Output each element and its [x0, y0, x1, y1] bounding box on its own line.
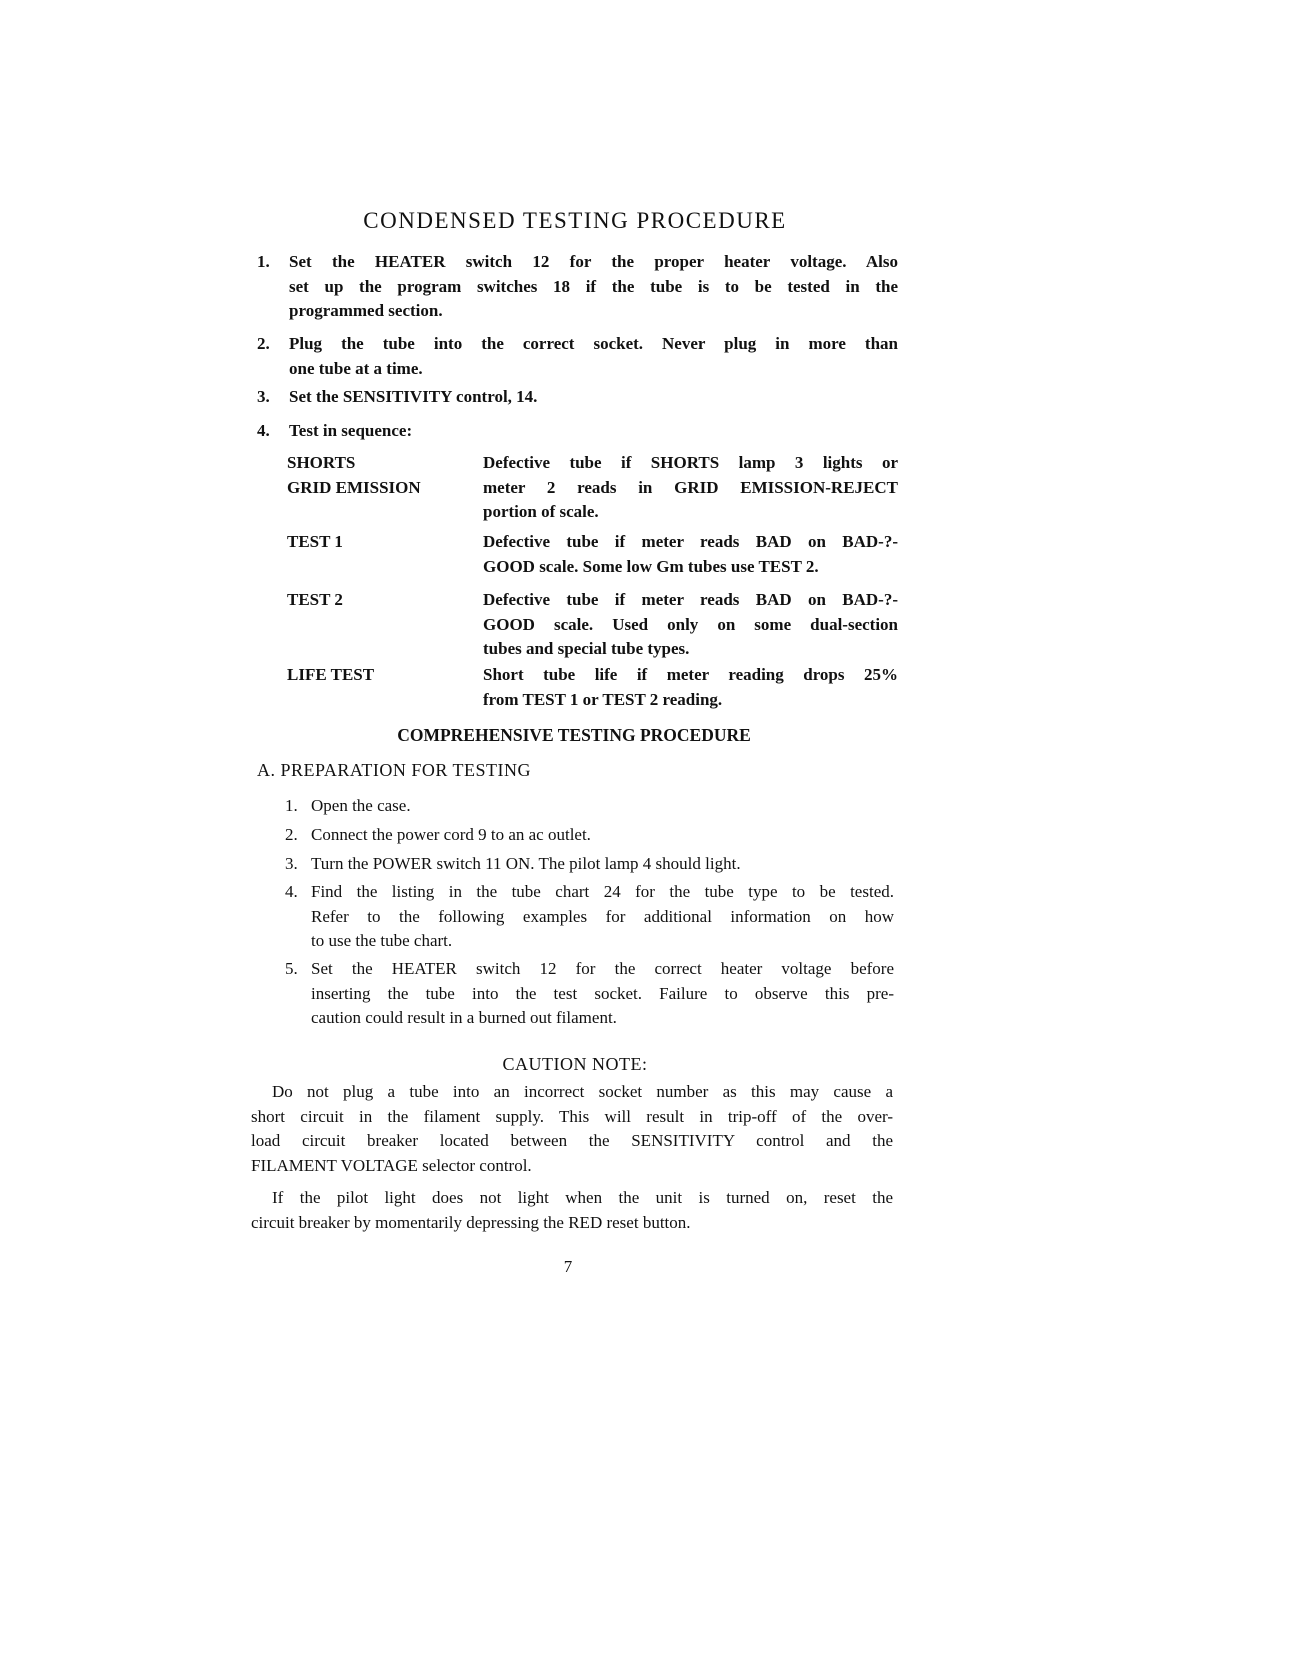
text-line: Set the SENSITIVITY control, 14. [289, 387, 538, 406]
text-line: from TEST 1 or TEST 2 reading. [483, 689, 723, 709]
text-line: GOOD scale. Some low Gm tubes use TEST 2. [483, 556, 819, 576]
step-number: 1. [257, 252, 270, 271]
comprehensive-title: COMPREHENSIVE TESTING PROCEDURE [397, 725, 751, 745]
text-line: Connect the power cord 9 to an ac outlet. [311, 825, 591, 844]
text-line: one tube at a time. [289, 358, 423, 378]
step-number: 5. [285, 959, 298, 978]
text-line: Set the HEATER switch 12 for the proper heater voltage. Also [289, 252, 898, 271]
condensed-title: CONDENSED TESTING PROCEDURE [363, 208, 787, 233]
text-line: GOOD scale. Used only on some dual-section [483, 614, 898, 634]
text-line: Defective tube if SHORTS lamp 3 lights or [483, 453, 898, 472]
text-line: GRID EMISSION [287, 477, 421, 497]
text-line: If the pilot light does not light when the unit is turned on, reset the [272, 1188, 893, 1207]
step-number: 2. [285, 825, 298, 844]
step-number: 3. [257, 387, 270, 406]
text-line: inserting the tube into the test socket. Failure to observe this pre- [311, 983, 894, 1003]
text-line: Defective tube if meter reads BAD on BAD-?- [483, 590, 898, 609]
text-line: set up the program switches 18 if the tube is to be tested in the [289, 276, 898, 296]
text-line: programmed section. [289, 301, 443, 320]
text-line: Defective tube if meter reads BAD on BAD-?- [483, 532, 898, 551]
text-line: TEST 2 [287, 590, 343, 609]
text-line: Find the listing in the tube chart 24 for the tube type to be tested. [311, 882, 894, 901]
step-number: 2. [257, 334, 270, 353]
text-line: load circuit breaker located between the SENSITIVITY control and the [251, 1131, 893, 1150]
text-line: Test in sequence: [289, 421, 413, 440]
text-line: SHORTS [287, 453, 356, 472]
step-number: 4. [285, 882, 298, 901]
section-a-heading: A. PREPARATION FOR TESTING [257, 760, 532, 780]
text-line: to use the tube chart. [311, 931, 453, 950]
text-line: Do not plug a tube into an incorrect socket number as this may cause a [272, 1082, 893, 1101]
text-line: Short tube life if meter reading drops 25% [483, 665, 898, 684]
caution-title: CAUTION NOTE: [502, 1054, 648, 1074]
text-line: Refer to the following examples for additional information on how [311, 906, 894, 926]
text-line: portion of scale. [483, 502, 599, 521]
text-line: Open the case. [311, 796, 411, 815]
text-line: Plug the tube into the correct socket. Never plug in more than [289, 334, 898, 353]
text-line: circuit breaker by momentarily depressing the RED reset button. [251, 1212, 691, 1232]
text-line: meter 2 reads in GRID EMISSION-REJECT [483, 477, 898, 497]
text-line: caution could result in a burned out filament. [311, 1008, 617, 1027]
text-line: short circuit in the filament supply. This will result in trip-off of the over- [251, 1106, 893, 1126]
step-number: 1. [285, 796, 298, 815]
text-line: TEST 1 [287, 532, 343, 551]
text-line: Set the HEATER switch 12 for the correct heater voltage before [311, 959, 894, 978]
step-number: 4. [257, 421, 270, 440]
page-number: 7 [563, 1257, 573, 1276]
text-line: Turn the POWER switch 11 ON. The pilot lamp 4 should light. [311, 854, 741, 873]
text-line: FILAMENT VOLTAGE selector control. [251, 1155, 532, 1175]
text-line: tubes and special tube types. [483, 639, 690, 658]
text-line: LIFE TEST [287, 665, 375, 684]
step-number: 3. [285, 854, 298, 873]
